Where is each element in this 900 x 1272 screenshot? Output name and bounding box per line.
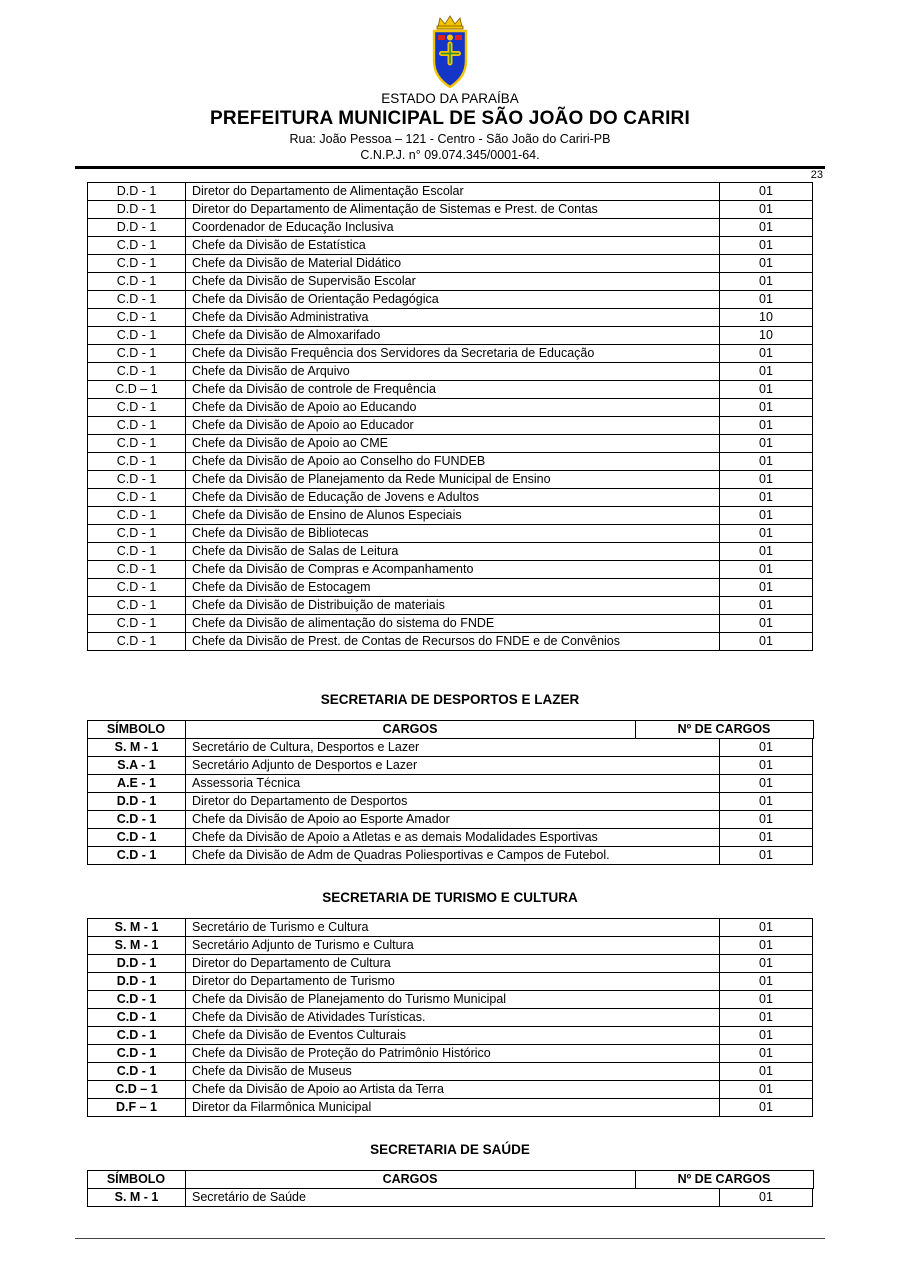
cell-count: 01 [720, 1063, 813, 1081]
cell-position: Chefe da Divisão de Apoio ao CME [186, 435, 720, 453]
table-row [88, 615, 813, 633]
cell-count: 01 [720, 183, 813, 201]
column-header-num-cargos: Nº DE CARGOS [635, 1171, 813, 1189]
cell-count: 01 [720, 1189, 813, 1207]
cell-position: Chefe da Divisão de Compras e Acompanhamento [186, 561, 720, 579]
cell-symbol: C.D - 1 [88, 811, 186, 829]
cargos-table-desportos-header [87, 720, 814, 739]
cell-symbol: D.F – 1 [88, 1099, 186, 1117]
cell-symbol: S. M - 1 [88, 1189, 186, 1207]
cell-symbol: C.D - 1 [88, 525, 186, 543]
cell-symbol: C.D - 1 [88, 453, 186, 471]
cell-position: Chefe da Divisão de Supervisão Escolar [186, 273, 720, 291]
table-row [88, 955, 813, 973]
section-heading-turismo: SECRETARIA DE TURISMO E CULTURA [322, 890, 578, 905]
table-row [88, 237, 813, 255]
table-header-row [87, 1171, 813, 1189]
page-content [75, 0, 825, 1207]
cell-count: 01 [720, 991, 813, 1009]
cell-count: 01 [720, 829, 813, 847]
table-row [88, 273, 813, 291]
cargos-table-saude [87, 1188, 813, 1207]
cell-count: 01 [720, 973, 813, 991]
cell-position: Coordenador de Educação Inclusiva [186, 219, 720, 237]
cell-position: Chefe da Divisão de Estatística [186, 237, 720, 255]
cell-count: 01 [720, 399, 813, 417]
cell-count: 10 [720, 327, 813, 345]
cell-position: Chefe da Divisão de Ensino de Alunos Especiais [186, 507, 720, 525]
cell-position: Diretor do Departamento de Alimentação Escolar [186, 183, 720, 201]
cell-position: Chefe da Divisão de Atividades Turísticas. [186, 1009, 720, 1027]
cell-symbol: S. M - 1 [88, 937, 186, 955]
cell-position: Chefe da Divisão de Prest. de Contas de Recursos do FNDE e de Convênios [186, 633, 720, 651]
table-body [88, 1189, 813, 1207]
cell-symbol: A.E - 1 [88, 775, 186, 793]
section-heading-desportos: SECRETARIA DE DESPORTOS E LAZER [320, 692, 580, 707]
cell-count: 01 [720, 937, 813, 955]
cell-symbol: C.D - 1 [88, 561, 186, 579]
cargos-table-educacao-continuation [87, 182, 813, 651]
cell-count: 01 [720, 919, 813, 937]
cell-count: 01 [720, 811, 813, 829]
cell-count: 01 [720, 1045, 813, 1063]
column-header-cargos: CARGOS [185, 1171, 635, 1189]
cell-count: 01 [720, 597, 813, 615]
cargos-table-desportos [87, 738, 813, 865]
cell-count: 01 [720, 363, 813, 381]
cell-symbol: C.D - 1 [88, 633, 186, 651]
table-row [88, 309, 813, 327]
cell-count: 01 [720, 435, 813, 453]
cell-count: 01 [720, 381, 813, 399]
cell-count: 01 [720, 543, 813, 561]
cell-position: Chefe da Divisão de Arquivo [186, 363, 720, 381]
cell-position: Chefe da Divisão de Proteção do Patrimônio Histórico [186, 1045, 720, 1063]
cell-symbol: C.D – 1 [88, 1081, 186, 1099]
cell-count: 01 [720, 291, 813, 309]
cell-symbol: D.D - 1 [88, 973, 186, 991]
cell-position: Chefe da Divisão de Museus [186, 1063, 720, 1081]
cell-count: 01 [720, 1081, 813, 1099]
table-row [88, 489, 813, 507]
table-row [88, 1009, 813, 1027]
cell-symbol: D.D - 1 [88, 201, 186, 219]
table-row [88, 793, 813, 811]
cell-position: Chefe da Divisão de Educação de Jovens e Adultos [186, 489, 720, 507]
cell-position: Chefe da Divisão de Salas de Leitura [186, 543, 720, 561]
table-row [88, 561, 813, 579]
cell-symbol: C.D - 1 [88, 399, 186, 417]
cell-position: Chefe da Divisão Administrativa [186, 309, 720, 327]
cell-position: Secretário Adjunto de Turismo e Cultura [186, 937, 720, 955]
footer-divider [75, 1238, 825, 1239]
table-body [88, 919, 813, 1117]
cell-count: 01 [720, 273, 813, 291]
cell-symbol: D.D - 1 [88, 955, 186, 973]
page-number: 23 [810, 169, 823, 181]
table-row [88, 255, 813, 273]
cell-count: 01 [720, 955, 813, 973]
cell-count: 10 [720, 309, 813, 327]
table-row [88, 201, 813, 219]
table-body [88, 183, 813, 651]
cell-count: 01 [720, 507, 813, 525]
cell-position: Chefe da Divisão de Material Didático [186, 255, 720, 273]
cell-position: Diretor do Departamento de Cultura [186, 955, 720, 973]
cell-symbol: C.D - 1 [88, 309, 186, 327]
cell-count: 01 [720, 757, 813, 775]
cell-symbol: C.D - 1 [88, 597, 186, 615]
cell-count: 01 [720, 615, 813, 633]
column-header-num-cargos: Nº DE CARGOS [635, 721, 813, 739]
table-row [88, 327, 813, 345]
table-row [88, 973, 813, 991]
table-row [88, 633, 813, 651]
cell-count: 01 [720, 471, 813, 489]
table-row [88, 417, 813, 435]
cell-symbol: C.D - 1 [88, 1063, 186, 1081]
table-row [88, 1027, 813, 1045]
table-row [88, 1099, 813, 1117]
cell-symbol: C.D - 1 [88, 345, 186, 363]
cell-position: Diretor do Departamento de Desportos [186, 793, 720, 811]
cell-symbol: C.D - 1 [88, 1027, 186, 1045]
table-row [88, 757, 813, 775]
table-row [88, 991, 813, 1009]
table-row [88, 1189, 813, 1207]
cargos-table-turismo [87, 918, 813, 1117]
cell-symbol: C.D - 1 [88, 829, 186, 847]
cell-count: 01 [720, 1099, 813, 1117]
cell-position: Chefe da Divisão de Planejamento do Turismo Municipal [186, 991, 720, 1009]
section-heading-saude: SECRETARIA DE SAÚDE [370, 1142, 530, 1157]
column-header-simbolo: SÍMBOLO [87, 721, 185, 739]
table-row [88, 775, 813, 793]
cell-position: Chefe da Divisão de Apoio ao Conselho do FUNDEB [186, 453, 720, 471]
cell-position: Diretor do Departamento de Turismo [186, 973, 720, 991]
cell-symbol: S.A - 1 [88, 757, 186, 775]
column-header-simbolo: SÍMBOLO [87, 1171, 185, 1189]
cell-count: 01 [720, 219, 813, 237]
cell-count: 01 [720, 417, 813, 435]
table-row [88, 919, 813, 937]
table-row [88, 183, 813, 201]
cargos-table-saude-header [87, 1170, 814, 1189]
cell-position: Chefe da Divisão de Eventos Culturais [186, 1027, 720, 1045]
table-row [88, 1045, 813, 1063]
cell-position: Chefe da Divisão de Apoio ao Educador [186, 417, 720, 435]
cell-position: Assessoria Técnica [186, 775, 720, 793]
table-row [88, 453, 813, 471]
cell-position: Chefe da Divisão de Planejamento da Rede Municipal de Ensino [186, 471, 720, 489]
address-line: Rua: João Pessoa – 121 - Centro - São João do Cariri-PB [289, 132, 611, 146]
cell-symbol: C.D - 1 [88, 291, 186, 309]
cell-symbol: C.D - 1 [88, 363, 186, 381]
cell-count: 01 [720, 525, 813, 543]
cell-symbol: C.D - 1 [88, 327, 186, 345]
cell-count: 01 [720, 793, 813, 811]
cell-count: 01 [720, 453, 813, 471]
cell-symbol: C.D - 1 [88, 489, 186, 507]
table-row [88, 363, 813, 381]
cell-symbol: C.D - 1 [88, 273, 186, 291]
cell-position: Chefe da Divisão de controle de Frequência [186, 381, 720, 399]
cell-position: Chefe da Divisão Frequência dos Servidores da Secretaria de Educação [186, 345, 720, 363]
cell-count: 01 [720, 561, 813, 579]
cell-position: Chefe da Divisão de alimentação do sistema do FNDE [186, 615, 720, 633]
cell-position: Chefe da Divisão de Distribuição de materiais [186, 597, 720, 615]
cnpj-line: C.N.P.J. n° 09.074.345/0001-64. [360, 148, 540, 162]
cell-symbol: C.D - 1 [88, 435, 186, 453]
cell-symbol: C.D – 1 [88, 381, 186, 399]
cell-position: Chefe da Divisão de Almoxarifado [186, 327, 720, 345]
cell-symbol: S. M - 1 [88, 739, 186, 757]
table-row [88, 543, 813, 561]
cell-position: Secretário Adjunto de Desportos e Lazer [186, 757, 720, 775]
cell-symbol: D.D - 1 [88, 183, 186, 201]
cell-position: Secretário de Saúde [186, 1189, 720, 1207]
cell-position: Chefe da Divisão de Orientação Pedagógica [186, 291, 720, 309]
page-title: PREFEITURA MUNICIPAL DE SÃO JOÃO DO CARIRI [210, 108, 690, 129]
cell-symbol: C.D - 1 [88, 1045, 186, 1063]
state-name: ESTADO DA PARAÍBA [381, 91, 519, 106]
cell-symbol: D.D - 1 [88, 793, 186, 811]
cell-position: Chefe da Divisão de Estocagem [186, 579, 720, 597]
cell-count: 01 [720, 201, 813, 219]
cell-symbol: C.D - 1 [88, 1009, 186, 1027]
table-row [88, 1081, 813, 1099]
table-row [88, 811, 813, 829]
cell-count: 01 [720, 739, 813, 757]
municipal-coat-of-arms-icon [427, 13, 473, 89]
table-row [88, 345, 813, 363]
table-row [88, 937, 813, 955]
table-row [88, 399, 813, 417]
table-row [88, 219, 813, 237]
cell-symbol: C.D - 1 [88, 507, 186, 525]
cell-symbol: C.D - 1 [88, 615, 186, 633]
table-row [88, 847, 813, 865]
cell-symbol: D.D - 1 [88, 219, 186, 237]
table-row [88, 829, 813, 847]
cell-symbol: C.D - 1 [88, 991, 186, 1009]
table-row [88, 739, 813, 757]
table-row [88, 597, 813, 615]
table-row [88, 291, 813, 309]
column-header-cargos: CARGOS [185, 721, 635, 739]
cell-symbol: C.D - 1 [88, 471, 186, 489]
cell-count: 01 [720, 237, 813, 255]
cell-position: Diretor do Departamento de Alimentação de Sistemas e Prest. de Contas [186, 201, 720, 219]
cell-position: Chefe da Divisão de Apoio ao Educando [186, 399, 720, 417]
cell-count: 01 [720, 775, 813, 793]
cell-position: Secretário de Turismo e Cultura [186, 919, 720, 937]
table-row [88, 507, 813, 525]
table-row [88, 381, 813, 399]
cell-count: 01 [720, 345, 813, 363]
cell-position: Diretor da Filarmônica Municipal [186, 1099, 720, 1117]
table-row [88, 1063, 813, 1081]
cell-symbol: C.D - 1 [88, 417, 186, 435]
table-header-row [87, 721, 813, 739]
table-row [88, 435, 813, 453]
cell-count: 01 [720, 255, 813, 273]
cell-symbol: C.D - 1 [88, 255, 186, 273]
cell-count: 01 [720, 1009, 813, 1027]
cell-count: 01 [720, 847, 813, 865]
cell-position: Secretário de Cultura, Desportos e Lazer [186, 739, 720, 757]
table-row [88, 579, 813, 597]
cell-position: Chefe da Divisão de Apoio a Atletas e as demais Modalidades Esportivas [186, 829, 720, 847]
document-header [75, 13, 825, 169]
cell-symbol: C.D - 1 [88, 579, 186, 597]
cell-count: 01 [720, 579, 813, 597]
cell-symbol: C.D - 1 [88, 237, 186, 255]
cell-position: Chefe da Divisão de Apoio ao Artista da Terra [186, 1081, 720, 1099]
cell-position: Chefe da Divisão de Bibliotecas [186, 525, 720, 543]
cell-position: Chefe da Divisão de Adm de Quadras Poliesportivas e Campos de Futebol. [186, 847, 720, 865]
cell-symbol: C.D - 1 [88, 543, 186, 561]
table-row [88, 471, 813, 489]
cell-count: 01 [720, 489, 813, 507]
table-body [88, 739, 813, 865]
cell-symbol: C.D - 1 [88, 847, 186, 865]
cell-position: Chefe da Divisão de Apoio ao Esporte Amador [186, 811, 720, 829]
cell-count: 01 [720, 633, 813, 651]
cell-count: 01 [720, 1027, 813, 1045]
cell-symbol: S. M - 1 [88, 919, 186, 937]
table-row [88, 525, 813, 543]
